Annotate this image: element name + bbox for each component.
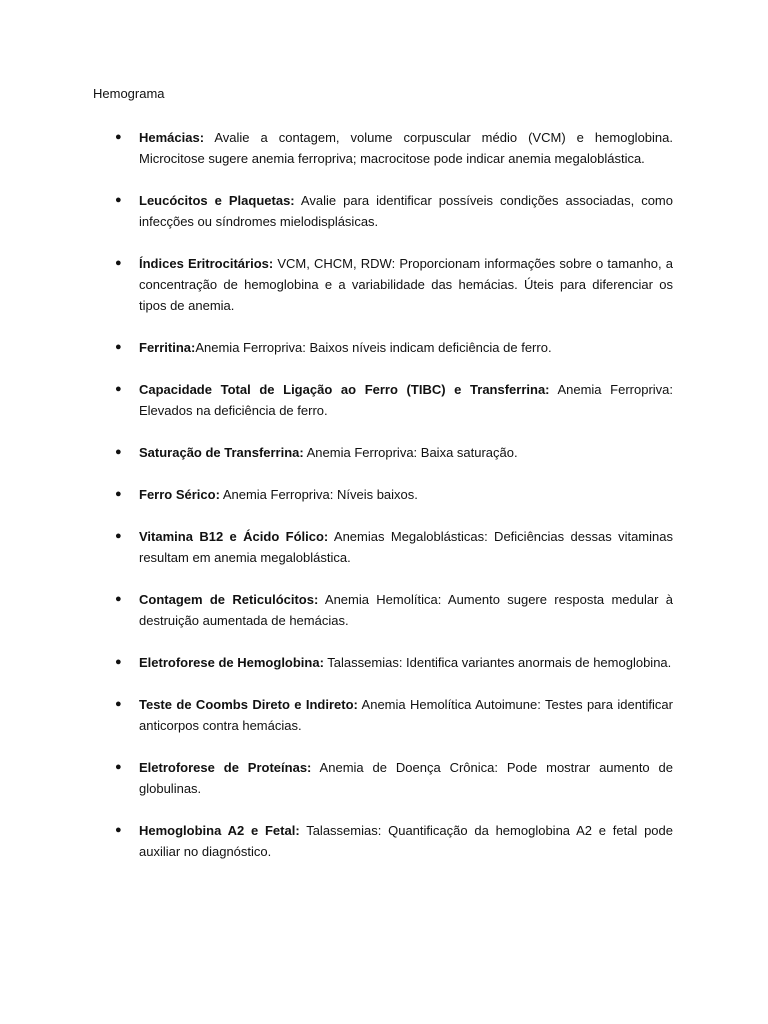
- list-item: [0, 190, 768, 232]
- item-term: Índices Eritrocitários:: [139, 256, 274, 271]
- bullet-icon: ●: [115, 656, 122, 668]
- item-text: Anemias Megaloblásticas: Deficiências dessas vitaminas resultam em anemia megaloblástica.: [139, 529, 673, 565]
- item-text: VCM, CHCM, RDW: Proporcionam informações sobre o tamanho, a concentração de hemoglobina e a variabilidade das hemácias. Úteis para diferenciar os tipos de anemia.: [139, 256, 674, 313]
- list-item: [0, 757, 768, 799]
- list-item: [0, 442, 768, 463]
- bullet-icon: ●: [115, 530, 122, 542]
- bullet-icon: ●: [115, 446, 122, 458]
- item-term: Vitamina B12 e Ácido Fólico:: [139, 529, 329, 544]
- document-title: Hemograma: [93, 86, 165, 101]
- bullet-icon: ●: [115, 593, 122, 605]
- bullet-icon: ●: [115, 488, 122, 500]
- item-text: Anemia Ferropriva: Elevados na deficiência de ferro.: [139, 382, 674, 418]
- list-item: [0, 253, 768, 316]
- item-term: Capacidade Total de Ligação ao Ferro (TIBC) e Transferrina:: [139, 382, 550, 397]
- item-term: Teste de Coombs Direto e Indireto:: [139, 697, 358, 712]
- item-text: Talassemias: Identifica variantes anormais de hemoglobina.: [323, 655, 672, 670]
- exam-list: [0, 127, 768, 883]
- bullet-icon: ●: [115, 341, 122, 353]
- item-term: Hemácias:: [139, 130, 205, 145]
- list-item: [0, 820, 768, 862]
- item-text: Anemia Ferropriva: Baixos níveis indicam deficiência de ferro.: [195, 340, 552, 355]
- item-term: Contagem de Reticulócitos:: [139, 592, 319, 607]
- list-item: [0, 127, 768, 169]
- item-term: Leucócitos e Plaquetas:: [139, 193, 295, 208]
- bullet-icon: ●: [115, 698, 122, 710]
- list-item: [0, 484, 768, 505]
- item-text: Avalie a contagem, volume corpuscular médio (VCM) e hemoglobina. Microcitose sugere anemia ferropriva; macrocitose pode indicar anemia megaloblástica.: [139, 130, 673, 166]
- list-item: [0, 379, 768, 421]
- item-text: Anemia Hemolítica Autoimune: Testes para identificar anticorpos contra hemácias.: [139, 697, 673, 733]
- bullet-icon: ●: [115, 194, 122, 206]
- item-text: Anemia Ferropriva: Baixa saturação.: [303, 445, 518, 460]
- item-text: Avalie para identificar possíveis condições associadas, como infecções ou síndromes mielodisplásicas.: [139, 193, 673, 229]
- bullet-icon: ●: [115, 131, 122, 143]
- bullet-icon: ●: [115, 383, 122, 395]
- list-item: [0, 694, 768, 736]
- item-text: Anemia de Doença Crônica: Pode mostrar aumento de globulinas.: [139, 760, 674, 796]
- bullet-icon: ●: [115, 761, 122, 773]
- item-term: Ferro Sérico:: [139, 487, 220, 502]
- bullet-icon: ●: [115, 257, 122, 269]
- item-text: Talassemias: Quantificação da hemoglobina A2 e fetal pode auxiliar no diagnóstico.: [139, 823, 673, 859]
- list-item: [0, 652, 768, 673]
- item-term: Eletroforese de Hemoglobina:: [139, 655, 324, 670]
- item-term: Ferritina:: [139, 340, 196, 355]
- list-item: [0, 589, 768, 631]
- item-term: Saturação de Transferrina:: [139, 445, 304, 460]
- item-term: Eletroforese de Proteínas:: [139, 760, 312, 775]
- item-text: Anemia Hemolítica: Aumento sugere resposta medular à destruição aumentada de hemácias.: [139, 592, 673, 628]
- item-text: Anemia Ferropriva: Níveis baixos.: [219, 487, 418, 502]
- list-item: [0, 337, 768, 358]
- list-item: [0, 526, 768, 568]
- item-term: Hemoglobina A2 e Fetal:: [139, 823, 300, 838]
- bullet-icon: ●: [115, 824, 122, 836]
